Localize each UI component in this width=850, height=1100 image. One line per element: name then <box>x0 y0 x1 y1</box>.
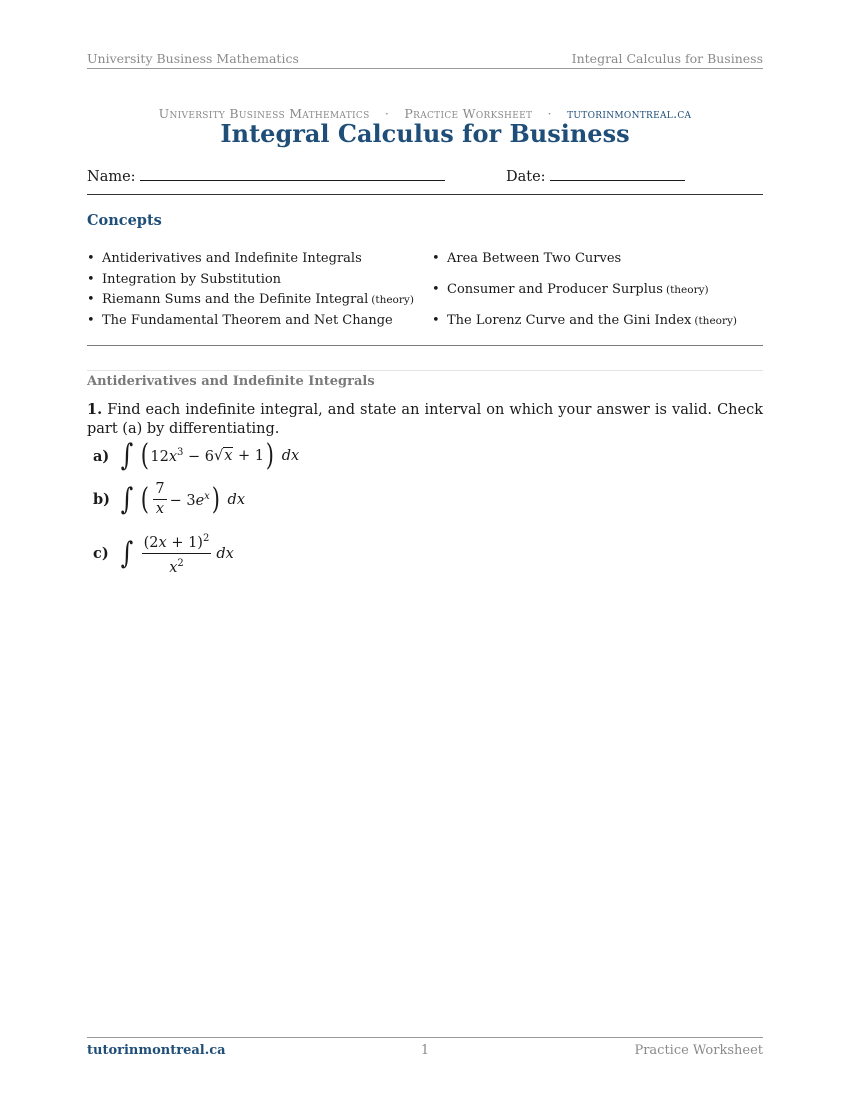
concept-tag: (theory) <box>371 294 414 306</box>
running-footer <box>87 1037 763 1058</box>
footer-kind: Practice Worksheet <box>634 1043 763 1058</box>
integral-sign-icon: ∫ <box>120 535 134 571</box>
concepts-heading: Concepts <box>87 212 162 229</box>
footer-site: tutorinmontreal.ca <box>87 1043 226 1058</box>
bullet-icon: • <box>87 251 95 266</box>
concept-item <box>432 312 737 330</box>
concepts-list-left <box>87 250 414 332</box>
concept-label: Consumer and Producer Surplus <box>447 282 663 297</box>
header-divider <box>87 194 763 195</box>
section-heading: Antiderivatives and Indefinite Integrals <box>87 374 375 389</box>
page-title: Integral Calculus for Business <box>220 119 630 148</box>
concept-label: The Fundamental Theorem and Net Change <box>102 312 393 328</box>
kicker-separator: · <box>547 106 552 121</box>
concept-label: Riemann Sums and the Definite Integral <box>102 292 369 307</box>
problem-number: 1. <box>87 401 103 418</box>
concept-item <box>87 271 414 292</box>
fraction: $\frac{(2x + 1)^2}{x^2}$ <box>142 530 212 577</box>
concept-item <box>432 281 737 312</box>
date-field[interactable] <box>506 166 685 185</box>
concept-item <box>87 312 414 333</box>
bullet-icon: • <box>87 292 95 307</box>
bullet-icon: • <box>87 312 95 328</box>
running-header <box>87 50 763 69</box>
problem-statement <box>87 400 763 439</box>
concept-item <box>87 250 414 271</box>
bullet-icon: • <box>432 251 440 266</box>
kicker-kind: Practice Worksheet <box>404 106 533 121</box>
concept-label: Area Between Two Curves <box>447 251 622 266</box>
fraction: $\frac{7}{x}$ <box>155 481 165 517</box>
part-label: c) <box>93 545 109 562</box>
left-paren-icon: ( <box>140 438 149 473</box>
name-label: Name: <box>87 169 136 185</box>
kicker-course: University Business Mathematics <box>158 106 370 121</box>
concept-item <box>432 250 737 281</box>
problem-part-b <box>93 481 245 518</box>
concept-tag: (theory) <box>665 284 709 296</box>
concept-tag: (theory) <box>694 315 738 327</box>
date-label: Date: <box>506 169 546 185</box>
part-label: b) <box>93 491 110 508</box>
right-paren-icon: ) <box>211 481 220 517</box>
problem-part-c <box>93 530 234 577</box>
name-blank-line[interactable] <box>140 166 445 181</box>
problem-part-a <box>93 438 300 473</box>
integral-sign-icon: ∫ <box>120 481 134 517</box>
date-blank-line[interactable] <box>550 166 685 181</box>
bullet-icon: • <box>87 271 95 287</box>
problem-text: Find each indefinite integral, and state an interval on which your answer is valid. Check part (a) by differentiating. <box>87 402 764 437</box>
concept-item <box>87 291 414 312</box>
concepts-list-right <box>432 250 737 330</box>
concept-label: Antiderivatives and Indefinite Integrals <box>102 251 362 266</box>
concept-label: The Lorenz Curve and the Gini Index <box>447 313 692 328</box>
right-paren-icon: ) <box>265 438 274 473</box>
kicker-separator: · <box>384 106 390 121</box>
bullet-icon: • <box>432 282 440 297</box>
header-course: University Business Mathematics <box>87 51 299 66</box>
integral-expression-c: ∫ $\frac{(2x + 1)^2}{x^2}$ dx <box>119 530 234 577</box>
integral-expression-a: ∫ ( $12x^3 - 6$ √x + 1 ) dx <box>120 438 300 473</box>
page-number: 1 <box>420 1043 430 1058</box>
part-label: a) <box>93 447 110 465</box>
sqrt-icon: √x <box>213 448 233 464</box>
bullet-icon: • <box>432 313 440 328</box>
name-field[interactable] <box>87 166 445 185</box>
concepts-divider <box>87 345 763 346</box>
left-paren-icon: ( <box>140 481 149 517</box>
section-rule <box>87 370 763 371</box>
kicker-site: tutorinmontreal.ca <box>567 106 692 121</box>
integral-sign-icon: ∫ <box>120 438 134 473</box>
integral-expression-b: ∫ ( $\frac{7}{x}$ − $3e^x$ ) dx <box>120 481 245 517</box>
concept-label: Integration by Substitution <box>102 271 282 287</box>
header-topic: Integral Calculus for Business <box>571 51 763 66</box>
